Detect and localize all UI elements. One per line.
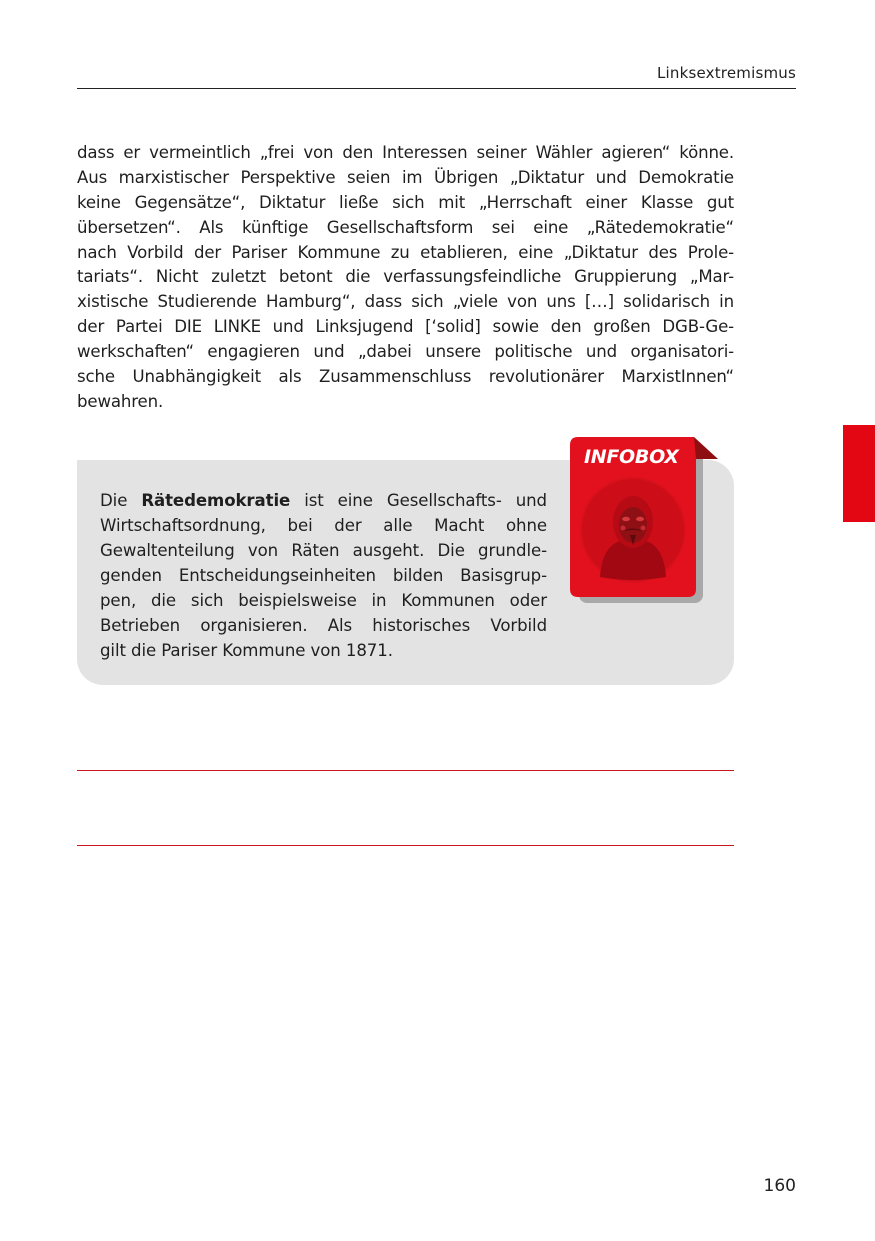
body-line: nach Vorbild der Pariser Kommune zu etablieren, eine „Diktatur des Prole- xyxy=(77,242,734,262)
infobox-line: Wirtschaftsordnung, bei der alle Macht ohne xyxy=(100,516,547,535)
infobox-line: Gewaltenteilung von Räten ausgeht. Die grundle- xyxy=(100,541,547,560)
infobox-label: INFOBOX xyxy=(584,446,679,468)
infobox-line-rest: ist eine Gesellschafts- und xyxy=(290,491,547,510)
red-rule xyxy=(77,770,734,771)
body-line: sche Unabhängigkeit als Zusammenschluss revolutionärer MarxistInnen“ xyxy=(77,367,734,387)
body-line: Aus marxistischer Perspektive seien im Übrigen „Diktatur und Demokratie xyxy=(77,167,734,187)
body-text xyxy=(77,141,734,415)
body-line: der Partei DIE LINKE und Linksjugend [‘solid] sowie den großen DGB-Ge- xyxy=(77,317,734,337)
body-line: übersetzen“. Als künftige Gesellschaftsform sei eine „Rätedemokratie“ xyxy=(77,217,734,237)
infobox-line: genden Entscheidungseinheiten bilden Basisgrup- xyxy=(100,566,547,585)
page-number: 160 xyxy=(763,1176,796,1196)
infobox-text xyxy=(100,488,547,663)
chapter-tab-marker xyxy=(843,425,875,522)
body-line: tariats“. Nicht zuletzt betont die verfassungsfeindliche Gruppierung „Mar- xyxy=(77,267,734,287)
header-rule xyxy=(77,88,796,89)
body-line: xistische Studierende Hamburg“, dass sich „viele von uns […] solidarisch in xyxy=(77,292,734,312)
infobox-line xyxy=(100,488,547,513)
body-line: dass er vermeintlich „frei von den Interessen seiner Wähler agieren“ könne. xyxy=(77,143,734,162)
red-rule xyxy=(77,845,734,846)
body-line: keine Gegensätze“, Diktatur ließe sich mit „Herrschaft einer Klasse gut xyxy=(77,192,734,212)
infobox-line: gilt die Pariser Kommune von 1871. xyxy=(100,641,393,660)
infobox-line: pen, die sich beispielsweise in Kommunen oder xyxy=(100,591,547,610)
infobox-line: Betrieben organisieren. Als historisches Vorbild xyxy=(100,616,547,635)
infobox-line-start: Die xyxy=(100,491,142,510)
running-head: Linksextremismus xyxy=(656,64,796,82)
body-line: bewahren. xyxy=(77,391,164,411)
body-line: werkschaften“ engagieren und „dabei unsere politische und organisatori- xyxy=(77,342,734,362)
infobox-term: Rätedemokratie xyxy=(141,491,291,510)
